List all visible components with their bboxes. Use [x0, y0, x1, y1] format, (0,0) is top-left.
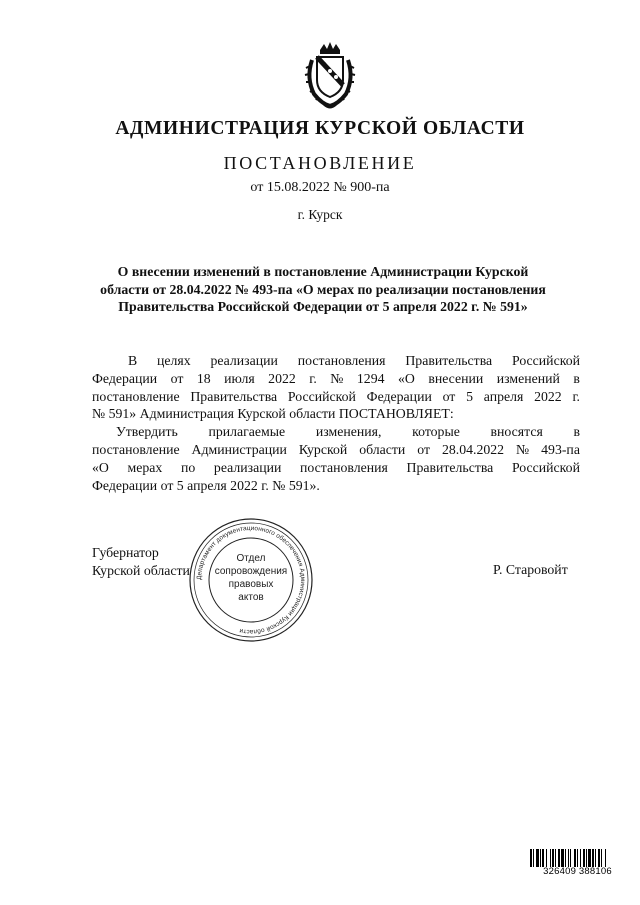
- stamp-center-line: Отдел: [236, 553, 266, 564]
- body-word: Российской: [287, 388, 356, 404]
- body-line: [92, 441, 580, 459]
- document-subject: [95, 263, 551, 316]
- body-word: 2022: [268, 370, 296, 386]
- subject-line: Правительства Российской Федерации от 5 апреля 2022 г. № 591»: [118, 299, 528, 314]
- official-stamp: [188, 517, 314, 643]
- body-word: изменения,: [315, 424, 382, 440]
- body-word: г.: [309, 370, 317, 386]
- body-word: апреля: [483, 388, 524, 404]
- body-word: целях: [157, 353, 191, 368]
- body-word: по: [180, 459, 196, 475]
- body-word: Правительства: [405, 353, 493, 368]
- body-word: 493-па: [541, 441, 580, 457]
- body-word: Администрации: [191, 441, 287, 457]
- body-word: 5: [466, 388, 473, 404]
- stamp-center-text: [188, 552, 314, 604]
- body-word: вносятся: [490, 424, 543, 440]
- body-word: которые: [412, 424, 460, 440]
- body-word: от: [442, 388, 456, 404]
- body-word: в: [573, 424, 580, 440]
- body-word: в: [573, 370, 580, 386]
- coat-of-arms-icon: [300, 40, 360, 112]
- signatory-title-line: Курской области: [92, 562, 190, 578]
- body-word: Российской: [511, 459, 580, 475]
- barcode: [530, 849, 625, 877]
- body-line: [92, 370, 580, 388]
- body-word: Правительства: [406, 459, 494, 475]
- stamp-center-line: сопровождения: [214, 566, 288, 577]
- document-type: ПОСТАНОВЛЕНИЕ: [223, 153, 417, 173]
- body-word: 28.04.2022: [441, 441, 505, 457]
- body-word: Федерации: [92, 370, 158, 386]
- body-word: постановление: [92, 388, 180, 404]
- barcode-number: 326409 388106: [530, 867, 625, 877]
- subject-line: области от 28.04.2022 № 493-па «О мерах по реализации постановления: [100, 281, 546, 297]
- signatory-title-line: Губернатор: [92, 545, 159, 560]
- body-line: [92, 423, 580, 441]
- body-word: «О: [92, 459, 109, 475]
- body-line: [92, 459, 580, 477]
- body-word: Правительства: [190, 388, 278, 404]
- body-word: июля: [224, 370, 255, 386]
- body-line: Федерации от 5 апреля 2022 г. № 591».: [92, 477, 320, 493]
- body-word: от: [417, 441, 431, 457]
- signatory-name: Р. Старовойт: [493, 562, 568, 577]
- body-word: от: [170, 370, 184, 386]
- organization-title: АДМИНИСТРАЦИЯ КУРСКОЙ ОБЛАСТИ: [115, 118, 525, 139]
- signatory-title: [92, 544, 190, 579]
- body-word: 2022: [534, 388, 562, 404]
- body-word: г.: [572, 388, 580, 404]
- body-line: [92, 388, 580, 406]
- body-word: 18: [196, 370, 211, 386]
- body-word: внесении: [428, 370, 484, 386]
- body-word: области: [359, 441, 406, 457]
- document-date-number: от 15.08.2022 № 900-па: [250, 180, 390, 195]
- body-word: №: [330, 370, 344, 386]
- body-word: мерах: [127, 459, 163, 475]
- body-word: постановления: [297, 353, 386, 368]
- stamp-ring-text: Департамент документационного обеспечения Администрации Курской области: [195, 524, 307, 636]
- body-word: Российской: [511, 353, 580, 368]
- body-line: [92, 352, 580, 370]
- body-line: № 591» Администрация Курской области ПОСТАНОВЛЯЕТ:: [92, 406, 454, 422]
- body-word: Утвердить: [116, 424, 178, 440]
- body-word: №: [516, 441, 530, 457]
- body-word: Курской: [298, 441, 348, 457]
- body-word: «О: [397, 370, 415, 386]
- body-word: прилагаемые: [208, 424, 286, 440]
- body-word: Федерации: [366, 388, 432, 404]
- body-word: постановление: [92, 441, 180, 457]
- body-word: изменений: [496, 370, 560, 386]
- subject-line: О внесении изменений в постановление Администрации Курской: [117, 264, 529, 279]
- body-word: реализации: [210, 353, 278, 368]
- document-body: [92, 352, 580, 494]
- body-word: 1294: [356, 370, 385, 386]
- body-word: В: [128, 353, 138, 368]
- document-city: г. Курск: [297, 207, 343, 222]
- stamp-center-line: правовых: [228, 579, 274, 590]
- body-word: реализации: [213, 459, 282, 475]
- stamp-center-line: актов: [238, 592, 264, 603]
- body-word: постановления: [300, 459, 388, 475]
